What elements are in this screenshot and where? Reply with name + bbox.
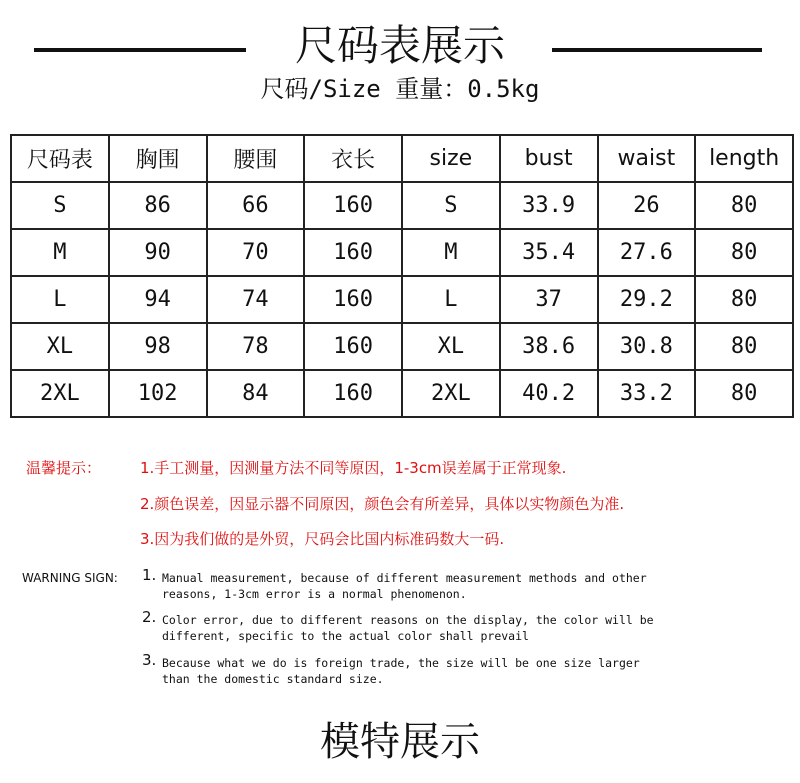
table-cell: 40.2 bbox=[500, 370, 598, 417]
table-cell: S bbox=[11, 182, 109, 229]
table-cell: 38.6 bbox=[500, 323, 598, 370]
table-cell: 86 bbox=[109, 182, 207, 229]
table-cell: 102 bbox=[109, 370, 207, 417]
warning-text-line: different, specific to the actual color shall prevail bbox=[162, 629, 529, 643]
header-cell: 尺码表 bbox=[11, 135, 109, 182]
table-cell: 80 bbox=[695, 276, 793, 323]
model-display-title: 模特展示 bbox=[320, 719, 480, 765]
table-row bbox=[11, 229, 793, 276]
warning-text-line: Because what we do is foreign trade, the size will be one size larger bbox=[162, 656, 640, 670]
table-cell: 160 bbox=[304, 276, 402, 323]
table-cell: S bbox=[402, 182, 500, 229]
table-cell: 27.6 bbox=[598, 229, 696, 276]
table-cell: 160 bbox=[304, 323, 402, 370]
warning-text-line: Manual measurement, because of different measurement methods and other bbox=[162, 571, 647, 585]
table-cell: 80 bbox=[695, 370, 793, 417]
table-cell: 160 bbox=[304, 370, 402, 417]
table-cell: M bbox=[402, 229, 500, 276]
title-row bbox=[0, 18, 800, 74]
warning-number: 1. bbox=[142, 566, 157, 584]
table-header-row bbox=[11, 135, 793, 182]
header-cell: length bbox=[695, 135, 793, 182]
table-cell: 29.2 bbox=[598, 276, 696, 323]
warning-text-line: reasons, 1-3cm error is a normal phenomenon. bbox=[162, 587, 467, 601]
table-cell: 80 bbox=[695, 229, 793, 276]
warning-text-line: than the domestic standard size. bbox=[162, 672, 384, 686]
table-cell: XL bbox=[11, 323, 109, 370]
table-cell: 160 bbox=[304, 229, 402, 276]
header-cell: waist bbox=[598, 135, 696, 182]
table-cell: L bbox=[11, 276, 109, 323]
header-cell: 腰围 bbox=[207, 135, 305, 182]
table-cell: 70 bbox=[207, 229, 305, 276]
table-cell: L bbox=[402, 276, 500, 323]
table-cell: 2XL bbox=[11, 370, 109, 417]
warning-label: WARNING SIGN: bbox=[22, 571, 118, 585]
table-cell: 33.9 bbox=[500, 182, 598, 229]
header-cell: 衣长 bbox=[304, 135, 402, 182]
notice-item: 1.手工测量，因测量方法不同等原因，1-3cm误差属于正常现象. bbox=[140, 459, 567, 477]
table-cell: 98 bbox=[109, 323, 207, 370]
table-cell: 74 bbox=[207, 276, 305, 323]
table-cell: 66 bbox=[207, 182, 305, 229]
size-weight-subtitle: 尺码/Size 重量：0.5kg bbox=[260, 75, 540, 103]
size-chart-table bbox=[10, 134, 794, 418]
table-cell: 33.2 bbox=[598, 370, 696, 417]
table-cell: 90 bbox=[109, 229, 207, 276]
table-cell: 37 bbox=[500, 276, 598, 323]
warning-number: 2. bbox=[142, 608, 157, 626]
table-row bbox=[11, 370, 793, 417]
header-cell: size bbox=[402, 135, 500, 182]
table-cell: 94 bbox=[109, 276, 207, 323]
table-cell: M bbox=[11, 229, 109, 276]
table-cell: 35.4 bbox=[500, 229, 598, 276]
notice-item: 2.颜色误差，因显示器不同原因，颜色会有所差异，具体以实物颜色为准. bbox=[140, 495, 625, 513]
table-cell: 26 bbox=[598, 182, 696, 229]
table-cell: XL bbox=[402, 323, 500, 370]
table-row bbox=[11, 182, 793, 229]
table-cell: 84 bbox=[207, 370, 305, 417]
table-cell: 160 bbox=[304, 182, 402, 229]
header-cell: 胸围 bbox=[109, 135, 207, 182]
table-row bbox=[11, 323, 793, 370]
table-row bbox=[11, 276, 793, 323]
table-cell: 78 bbox=[207, 323, 305, 370]
notice-label: 温馨提示： bbox=[26, 459, 102, 477]
notice-item: 3.因为我们做的是外贸，尺码会比国内标准码数大一码. bbox=[140, 530, 505, 548]
warning-text-line: Color error, due to different reasons on the display, the color will be bbox=[162, 613, 654, 627]
warning-number: 3. bbox=[142, 651, 157, 669]
table-cell: 30.8 bbox=[598, 323, 696, 370]
header-cell: bust bbox=[500, 135, 598, 182]
table-cell: 80 bbox=[695, 323, 793, 370]
title-rule-right bbox=[552, 48, 762, 52]
table-cell: 2XL bbox=[402, 370, 500, 417]
page-title: 尺码表展示 bbox=[294, 21, 505, 70]
table-cell: 80 bbox=[695, 182, 793, 229]
